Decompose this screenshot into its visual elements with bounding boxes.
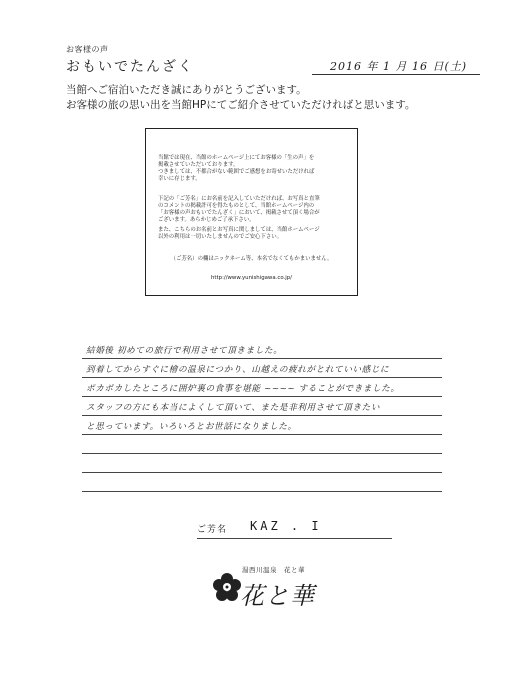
notice-text: のコメントの掲載許可を得たものとして、当館ホームページ内の [158,203,315,209]
comment-line-1: 結婚後 初めての旅行で利用させて頂きました。 [86,346,283,356]
notice-nickname-note: （ご芳名）の欄はニックネーム等、本名でなくてもかまいません。 [170,256,333,262]
notice-text: 当館では現在、当館のホームページ上にてお客様の「生の声」を [158,155,315,161]
notice-url: http://www.yunishigawa.co.jp/ [211,275,292,281]
comment-rule [82,453,442,454]
name-value: KAZ . I [250,519,322,533]
intro-line-2: お客様の旅の思い出を当館HPにてご紹介させていただければと思います。 [66,99,416,111]
comment-rule [82,491,442,492]
comment-rule [82,415,442,416]
notice-text: 下記の「ご芳名」にお名前を記入していただければ、お写真と直筆 [158,196,320,202]
comment-line-2: 到着してからすぐに檜の温泉につかり、山越えの疲れがとれていい感じに [86,365,390,375]
name-underline [197,538,392,539]
notice-text: 幸いに存じます。 [158,176,201,182]
name-label: ご芳名 [197,525,228,535]
page-title: おもいでたんざく [66,59,194,75]
notice-text: 「お客様の声おもいでたんざく」において、掲載させて頂く場合が [158,210,320,216]
logo-subtitle: 湯西川温泉 花と華 [242,566,305,574]
notice-text: つきましては、不都合がない範囲でご感想をお寄せいただければ [158,169,315,175]
notice-text: ございます。あらかじめご了承下さい。 [158,217,255,223]
comment-rule [82,472,442,473]
comment-rule [82,377,442,378]
intro-line-1: 当館へご宿泊いただき誠にありがとうございます。 [66,84,307,96]
comment-rule [82,358,442,359]
flower-logo-icon [212,572,242,602]
comment-rule [82,396,442,397]
logo-wordmark: 花と華 [240,582,315,610]
comment-line-5: と思っています。いろいろとお世話になりました。 [86,422,297,432]
notice-text: 以外の利用は一切いたしませんのでご安心下さい。 [158,234,282,240]
comment-line-4: スタッフの方にも本当によくして頂いて、また是非利用させて頂きたい [86,403,381,413]
date-value: 2016 年 1 月 16 日(土) [330,60,468,73]
notice-text: また、こちらのお名前とお写真に関しましては、当館ホームページ [158,227,320,233]
comment-line-3: ポカポカしたところに囲炉裏の食事を堪能 ~~~~ することができました。 [86,384,400,394]
date-field [312,56,480,75]
notice-text: 掲載させていただいております。 [158,162,239,168]
notice-box [145,128,358,296]
comment-rule [82,434,442,435]
voice-label: お客様の声 [66,45,109,54]
